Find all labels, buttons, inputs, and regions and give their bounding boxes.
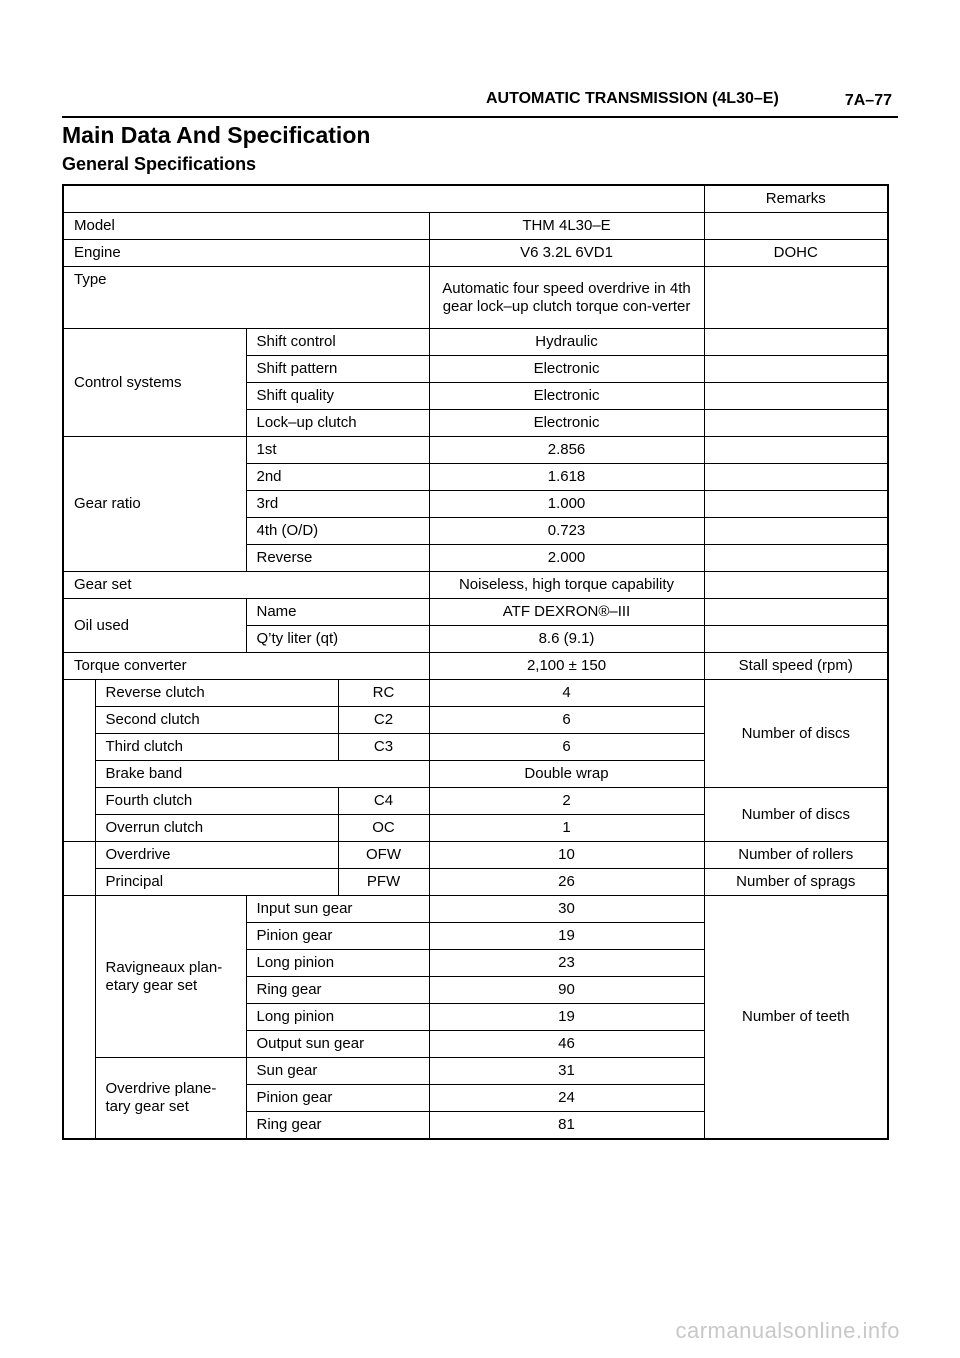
table-row: Torque converter 2,100 ± 150 Stall speed (rpm)	[63, 653, 888, 680]
table-row: Type Automatic four speed overdrive in 4th gear lock–up clutch torque con-verter	[63, 267, 888, 329]
table-row: Pinion gear 19	[63, 923, 888, 950]
table-row: Second clutch C2 6	[63, 707, 888, 734]
table-row: Overrun clutch OC 1	[63, 815, 888, 842]
page-title: Main Data And Specification	[62, 122, 371, 148]
table-row: Shift pattern Electronic	[63, 356, 888, 383]
table-row: Ring gear 81	[63, 1112, 888, 1140]
table-row: Overdrive OFW 10 Number of rollers	[63, 842, 888, 869]
table-row: Oil used Name ATF DEXRON®–III	[63, 599, 888, 626]
page-subtitle: General Specifications	[62, 154, 257, 174]
table-row: Reverse 2.000	[63, 545, 888, 572]
table-row: Engine V6 3.2L 6VD1 DOHC	[63, 240, 888, 267]
table-row: Reverse clutch RC 4 Number of discs	[63, 680, 888, 707]
table-row: Control systems Shift control Hydraulic	[63, 329, 888, 356]
table-row: Long pinion 23	[63, 950, 888, 977]
section-title: AUTOMATIC TRANSMISSION (4L30–E)	[486, 90, 779, 107]
table-row: Ravigneaux plan-etary gear set Input sun gear 30 Number of teeth	[63, 896, 888, 923]
table-row: Ring gear 90	[63, 977, 888, 1004]
table-row: Brake band Double wrap	[63, 761, 888, 788]
table-row: Gear set Noiseless, high torque capability	[63, 572, 888, 599]
table-row: Overdrive plane-tary gear set Sun gear 31	[63, 1058, 888, 1085]
table-row: Long pinion 19	[63, 1004, 888, 1031]
table-row: Shift quality Electronic	[63, 383, 888, 410]
table-row: Gear ratio 1st 2.856	[63, 437, 888, 464]
table-row: Third clutch C3 6	[63, 734, 888, 761]
table-row: Output sun gear 46	[63, 1031, 888, 1058]
table-row: Model THM 4L30–E	[63, 213, 888, 240]
table-row: Pinion gear 24	[63, 1085, 888, 1112]
table-row: 4th (O/D) 0.723	[63, 518, 888, 545]
table-row: 2nd 1.618	[63, 464, 888, 491]
table-row: Lock–up clutch Electronic	[63, 410, 888, 437]
table-row	[63, 185, 888, 213]
spec-table	[62, 184, 889, 1140]
table-row: Q’ty liter (qt) 8.6 (9.1)	[63, 626, 888, 653]
table-row: Fourth clutch C4 2 Number of discs	[63, 788, 888, 815]
watermark: carmanualsonline.info	[675, 1318, 900, 1343]
page-number: 7A–77	[844, 92, 892, 109]
table-row: Principal PFW 26 Number of sprags	[63, 869, 888, 896]
remarks-header: Remarks	[704, 185, 888, 213]
page-header	[62, 88, 898, 118]
table-row: 3rd 1.000	[63, 491, 888, 518]
